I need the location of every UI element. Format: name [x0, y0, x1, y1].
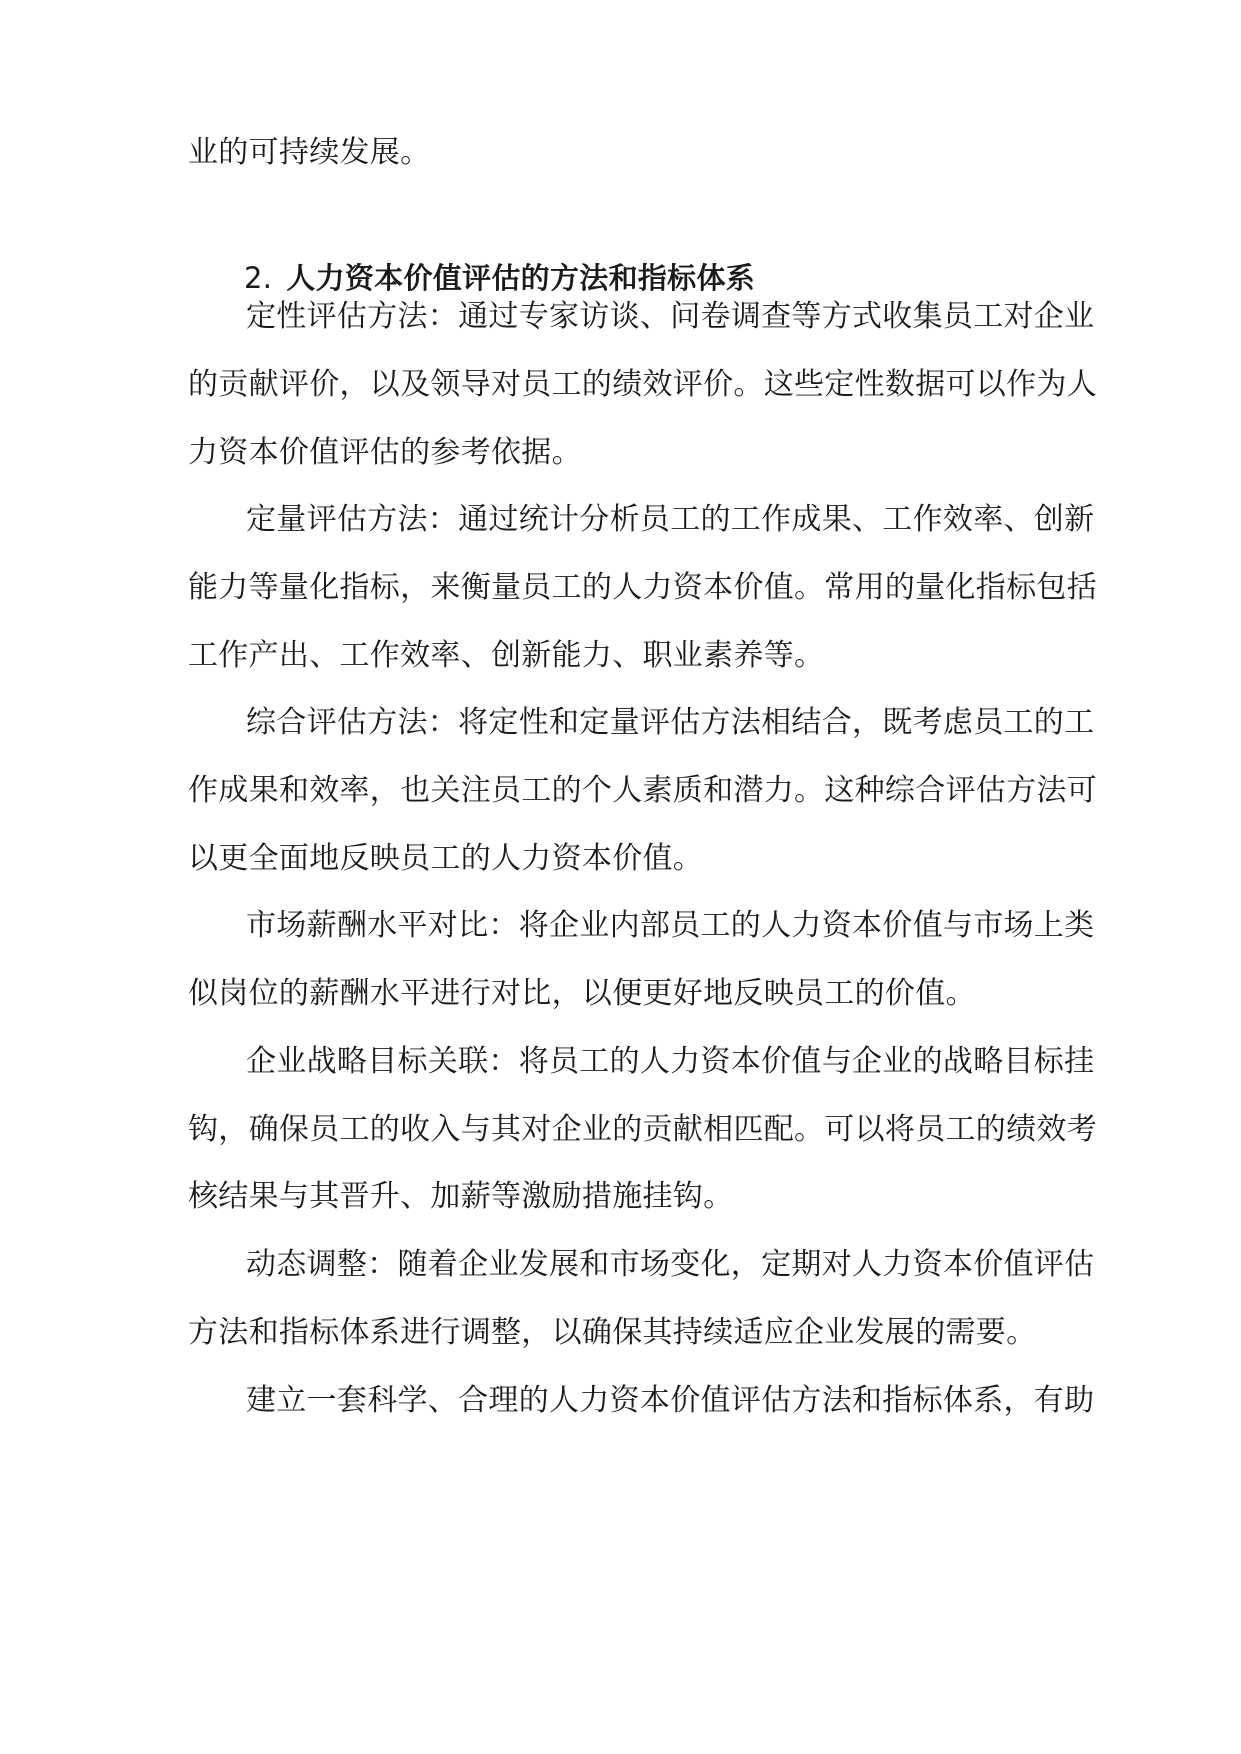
paragraph-line: 综合评估方法：将定性和定量评估方法相结合，既考虑员工的工 — [246, 705, 1095, 740]
section-heading — [244, 258, 755, 298]
paragraph-line: 核结果与其晋升、加薪等激励措施挂钩。 — [188, 1179, 734, 1214]
paragraph-line: 能力等量化指标，来衡量员工的人力资本价值。常用的量化指标包括 — [188, 570, 1097, 605]
section-title: 人力资本价值评估的方法和指标体系 — [286, 261, 756, 295]
paragraph-line: 方法和指标体系进行调整，以确保其持续适应企业发展的需要。 — [188, 1315, 1037, 1350]
continuation-line: 业的可持续发展。 — [188, 135, 431, 170]
section-number: 2. — [244, 261, 273, 295]
paragraph-line: 作成果和效率，也关注员工的个人素质和潜力。这种综合评估方法可 — [188, 773, 1097, 808]
paragraph-line: 市场薪酬水平对比：将企业内部员工的人力资本价值与市场上类 — [246, 908, 1095, 943]
paragraph-line: 定性评估方法：通过专家访谈、问卷调查等方式收集员工对企业 — [246, 299, 1095, 334]
paragraph-line: 钩，确保员工的收入与其对企业的贡献相匹配。可以将员工的绩效考 — [188, 1112, 1097, 1147]
paragraph-line: 定量评估方法：通过统计分析员工的工作成果、工作效率、创新 — [246, 502, 1095, 537]
paragraph-line: 企业战略目标关联：将员工的人力资本价值与企业的战略目标挂 — [246, 1044, 1095, 1079]
paragraph-line: 以更全面地反映员工的人力资本价值。 — [188, 841, 704, 876]
paragraph-line: 建立一套科学、合理的人力资本价值评估方法和指标体系，有助 — [246, 1383, 1095, 1418]
paragraph-line: 的贡献评价，以及领导对员工的绩效评价。这些定性数据可以作为人 — [188, 367, 1097, 402]
paragraph-line: 工作产出、工作效率、创新能力、职业素养等。 — [188, 638, 825, 673]
paragraph-line: 动态调整：随着企业发展和市场变化，定期对人力资本价值评估 — [246, 1247, 1095, 1282]
paragraph-line: 力资本价值评估的参考依据。 — [188, 435, 582, 470]
paragraph-line: 似岗位的薪酬水平进行对比，以便更好地反映员工的价值。 — [188, 976, 976, 1011]
